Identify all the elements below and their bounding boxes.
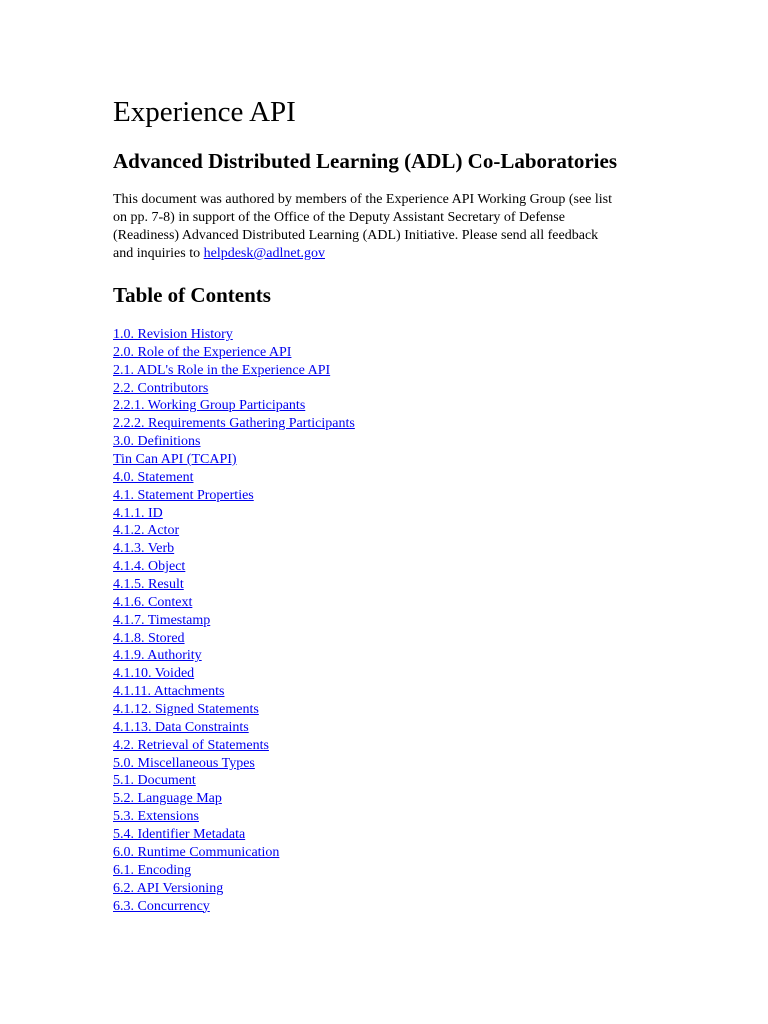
toc-item — [113, 362, 355, 380]
toc-item — [113, 630, 355, 648]
toc-item — [113, 683, 355, 701]
toc-item — [113, 344, 355, 362]
toc-link[interactable]: 4.1.8. Stored — [113, 630, 185, 646]
toc-link[interactable]: 4.1.10. Voided — [113, 666, 195, 682]
toc-link[interactable]: 2.2.1. Working Group Participants — [113, 398, 306, 414]
toc-item — [113, 665, 355, 683]
toc-link[interactable]: 5.3. Extensions — [113, 809, 199, 825]
toc-link[interactable]: 4.1.11. Attachments — [113, 684, 225, 700]
toc-item — [113, 808, 355, 826]
toc-link[interactable]: 4.0. Statement — [113, 469, 194, 485]
toc-link[interactable]: 4.2. Retrieval of Statements — [113, 737, 269, 753]
toc-item — [113, 415, 355, 433]
toc-item — [113, 487, 355, 505]
toc-link[interactable]: 5.0. Miscellaneous Types — [113, 755, 255, 771]
toc-link[interactable]: 3.0. Definitions — [113, 434, 201, 450]
toc-link[interactable]: 4.1. Statement Properties — [113, 487, 254, 503]
toc-link[interactable]: 5.2. Language Map — [113, 791, 222, 807]
toc-item — [113, 594, 355, 612]
toc-item — [113, 772, 355, 790]
toc-item — [113, 433, 355, 451]
toc-item — [113, 737, 355, 755]
toc-item — [113, 647, 355, 665]
toc-item — [113, 880, 355, 898]
toc-link[interactable]: 4.1.7. Timestamp — [113, 612, 211, 628]
toc-item — [113, 790, 355, 808]
toc-link[interactable]: 2.2. Contributors — [113, 380, 209, 396]
toc-link[interactable]: Tin Can API (TCAPI) — [113, 452, 237, 468]
toc-link[interactable]: 4.1.5. Result — [113, 577, 184, 593]
intro-line-4-prefix: and inquiries to — [113, 246, 204, 261]
toc-item — [113, 397, 355, 415]
toc-link[interactable]: 6.2. API Versioning — [113, 880, 224, 896]
toc-item — [113, 755, 355, 773]
toc-item — [113, 701, 355, 719]
toc-item — [113, 576, 355, 594]
toc-link[interactable]: 4.1.6. Context — [113, 594, 193, 610]
toc-link[interactable]: 4.1.9. Authority — [113, 648, 202, 664]
toc-item — [113, 898, 355, 916]
table-of-contents — [113, 326, 355, 915]
toc-item — [113, 844, 355, 862]
toc-link[interactable]: 4.1.12. Signed Statements — [113, 702, 259, 718]
document-subtitle: Advanced Distributed Learning (ADL) Co-Laboratories — [113, 149, 617, 173]
toc-item — [113, 862, 355, 880]
toc-item — [113, 505, 355, 523]
toc-link[interactable]: 2.1. ADL's Role in the Experience API — [113, 362, 331, 378]
document-title: Experience API — [113, 96, 296, 128]
toc-link[interactable]: 4.1.3. Verb — [113, 541, 175, 557]
helpdesk-email-link[interactable]: helpdesk@adlnet.gov — [203, 246, 325, 261]
toc-item — [113, 469, 355, 487]
toc-link[interactable]: 4.1.1. ID — [113, 505, 163, 521]
toc-link[interactable]: 5.4. Identifier Metadata — [113, 827, 246, 843]
intro-line-4 — [113, 245, 658, 263]
toc-link[interactable]: 1.0. Revision History — [113, 327, 233, 342]
toc-item — [113, 558, 355, 576]
toc-link[interactable]: 6.1. Encoding — [113, 862, 192, 878]
intro-line-1: This document was authored by members of the Experience API Working Group (see list — [113, 192, 612, 207]
intro-line-3: (Readiness) Advanced Distributed Learning (ADL) Initiative. Please send all feedback — [113, 228, 599, 243]
toc-link[interactable]: 2.2.2. Requirements Gathering Participants — [113, 416, 355, 432]
toc-link[interactable]: 4.1.4. Object — [113, 559, 186, 575]
toc-item — [113, 451, 355, 469]
intro-line-2: on pp. 7-8) in support of the Office of the Deputy Assistant Secretary of Defense — [113, 210, 565, 225]
toc-link[interactable]: 6.3. Concurrency — [113, 898, 210, 914]
toc-link[interactable]: 4.1.2. Actor — [113, 523, 180, 539]
toc-item — [113, 380, 355, 398]
intro-paragraph — [113, 191, 658, 263]
toc-link[interactable]: 2.0. Role of the Experience API — [113, 344, 292, 360]
toc-item — [113, 719, 355, 737]
toc-heading: Table of Contents — [113, 283, 271, 307]
toc-item — [113, 522, 355, 540]
toc-item — [113, 612, 355, 630]
toc-item — [113, 540, 355, 558]
toc-item — [113, 826, 355, 844]
toc-link[interactable]: 6.0. Runtime Communication — [113, 844, 280, 860]
toc-link[interactable]: 4.1.13. Data Constraints — [113, 719, 249, 735]
toc-link[interactable]: 5.1. Document — [113, 773, 196, 789]
toc-item — [113, 326, 355, 344]
